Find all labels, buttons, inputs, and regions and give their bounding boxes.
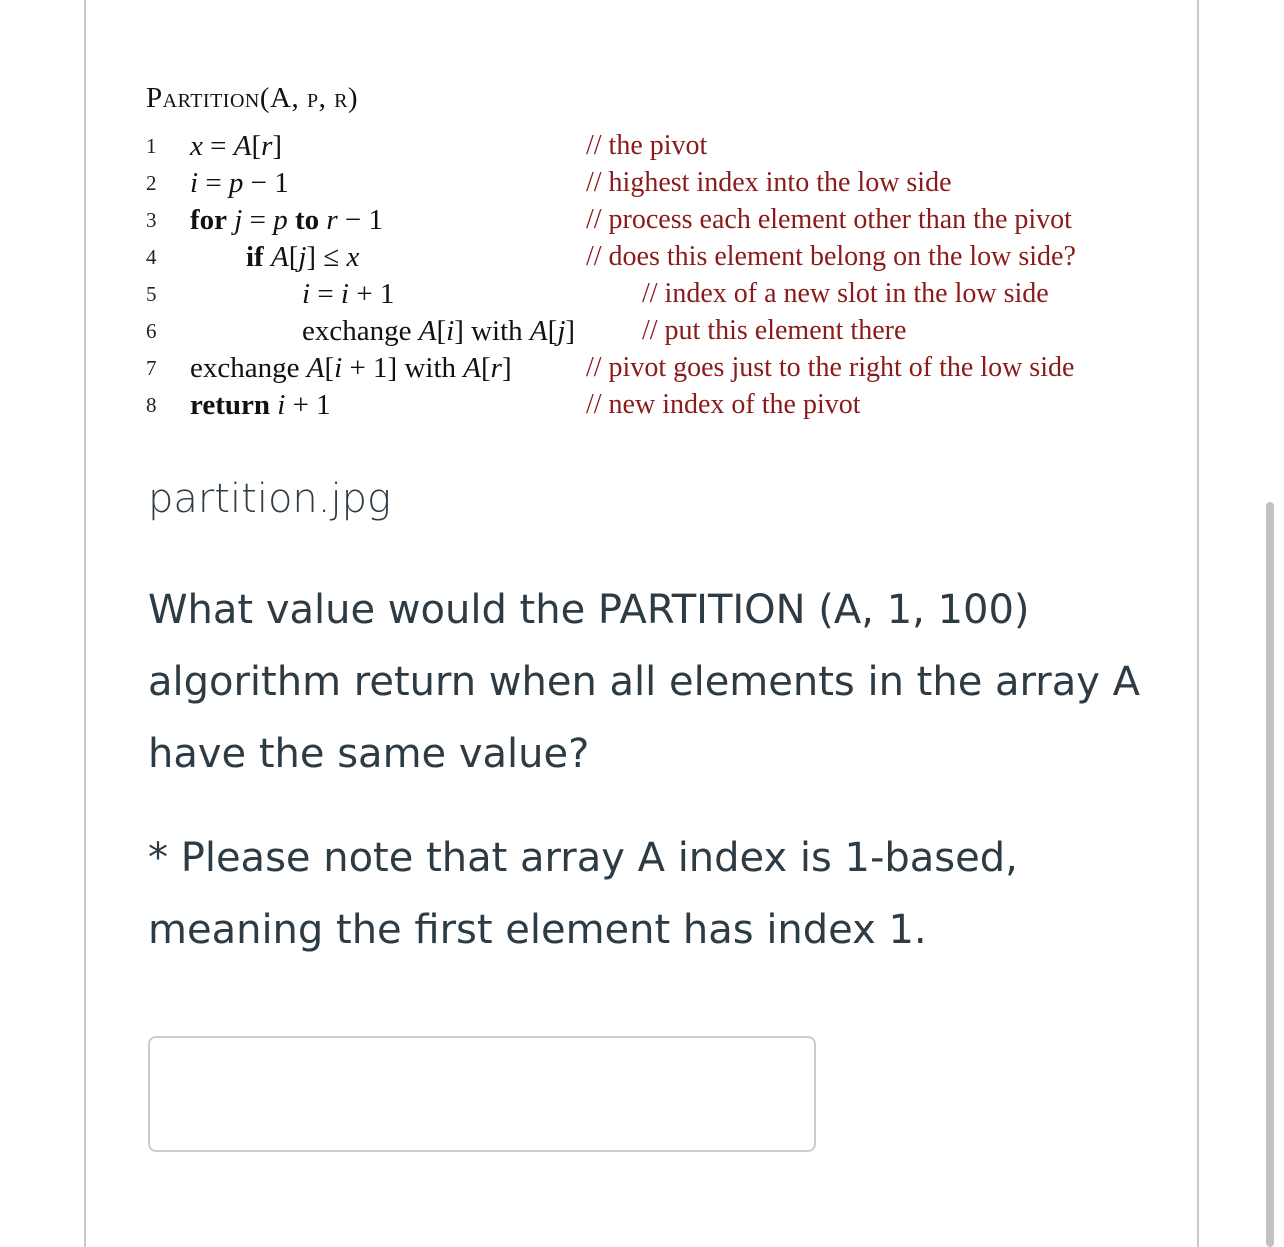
line-code: if A[j] ≤ x [246,241,360,273]
algorithm-line [146,278,1146,315]
algorithm-line [146,204,1146,241]
line-comment: // new index of the pivot [586,389,861,420]
answer-input[interactable] [148,1036,816,1152]
algorithm-line [146,241,1146,278]
line-comment: // put this element there [642,315,907,346]
line-comment: // the pivot [586,130,708,161]
algorithm-line [146,167,1146,204]
line-comment: // highest index into the low side [586,167,952,198]
algorithm-line [146,352,1146,389]
line-code: for j = p to r − 1 [190,204,384,236]
algorithm-title: Partition(A, p, r) [146,82,359,114]
line-comment: // does this element belong on the low side? [586,241,1076,272]
line-code: i = p − 1 [190,167,289,199]
algorithm-line [146,389,1146,426]
line-number: 6 [146,319,157,343]
line-code: exchange A[i] with A[j] [302,315,576,347]
line-number: 1 [146,134,157,158]
content-border-right [1197,0,1199,1247]
line-number: 5 [146,282,157,306]
line-number: 8 [146,393,157,417]
line-code: return i + 1 [190,389,331,421]
algorithm-line [146,130,1146,167]
line-code: i = i + 1 [302,278,395,310]
partition-algorithm-image [146,82,1146,427]
line-number: 7 [146,356,157,380]
scrollbar-thumb[interactable] [1266,502,1274,1247]
line-comment: // index of a new slot in the low side [642,278,1049,309]
question-text: What value would the PARTITION (A, 1, 100) algorithm return when all elements in the array A have the same value? [148,587,1140,777]
line-number: 2 [146,171,157,195]
line-code: exchange A[i + 1] with A[r] [190,352,512,384]
algorithm-line [146,315,1146,352]
line-comment: // process each element other than the pivot [586,204,1072,235]
line-comment: // pivot goes just to the right of the low side [586,352,1075,383]
line-code: x = A[r] [190,130,283,162]
line-number: 3 [146,208,157,232]
question-note: * Please note that array A index is 1-based, meaning the first element has index 1. [148,835,1018,953]
image-caption: partition.jpg [148,476,391,522]
content-border-left [84,0,86,1247]
line-number: 4 [146,245,157,269]
